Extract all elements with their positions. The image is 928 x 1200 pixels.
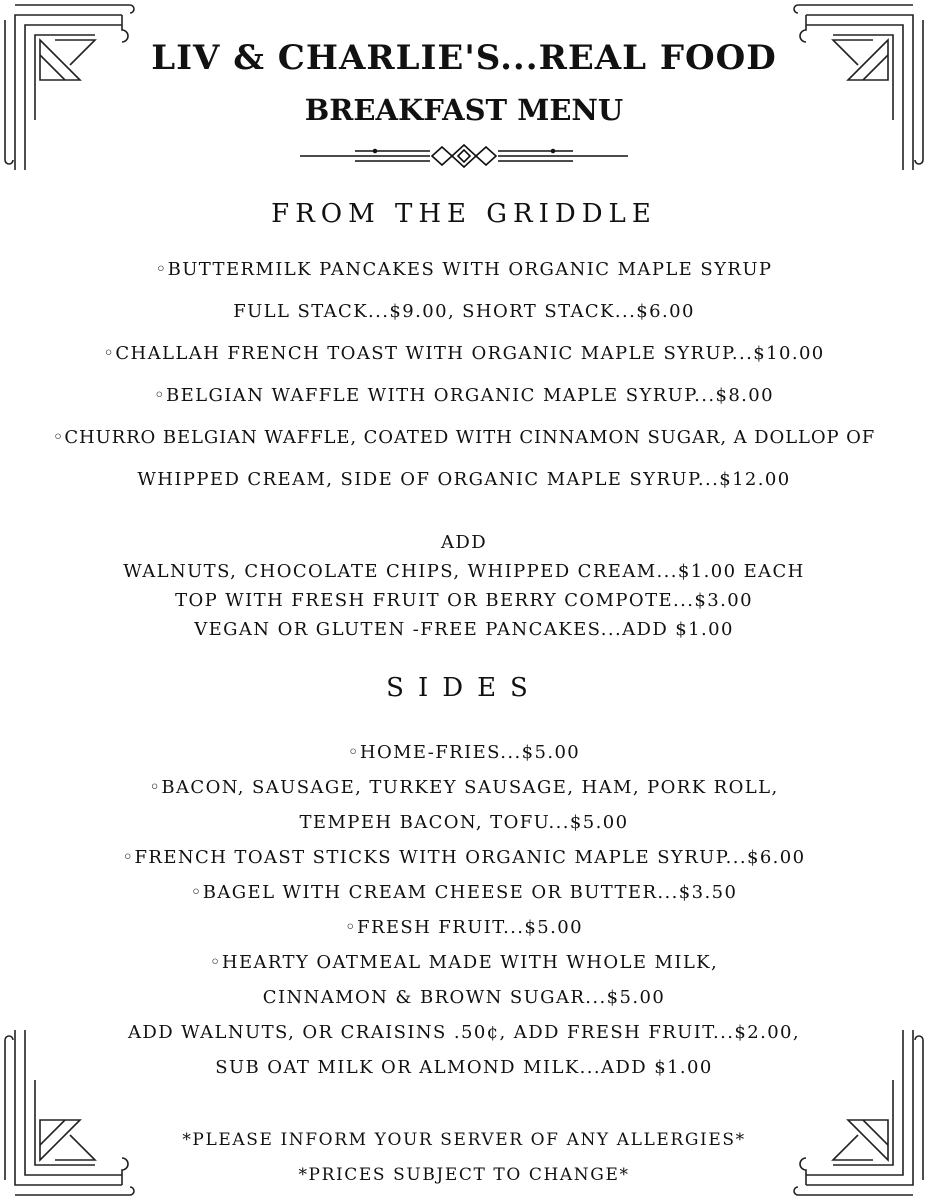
menu-item-line: ◦BUTTERMILK PANCAKES WITH ORGANIC MAPLE SYRUP: [155, 259, 773, 280]
side-item-line: TEMPEH BACON, TOFU...$5.00: [299, 812, 629, 833]
menu-item-line: FULL STACK...$9.00, SHORT STACK...$6.00: [233, 301, 695, 322]
side-item-line: ◦BACON, SAUSAGE, TURKEY SAUSAGE, HAM, PORK ROLL,: [149, 777, 779, 798]
corner-ornament-top-left: [0, 0, 135, 172]
header-divider-ornament: [300, 143, 628, 169]
add-on-line: TOP WITH FRESH FRUIT OR BERRY COMPOTE...$3.00: [175, 590, 753, 611]
allergy-note: *PLEASE INFORM YOUR SERVER OF ANY ALLERGIES*: [182, 1130, 746, 1150]
add-on-line: VEGAN OR GLUTEN -FREE PANCAKES...ADD $1.00: [194, 619, 734, 640]
price-note: *PRICES SUBJECT TO CHANGE*: [298, 1165, 630, 1185]
side-item-line: ◦HEARTY OATMEAL MADE WITH WHOLE MILK,: [209, 952, 719, 973]
menu-item-line: ◦BELGIAN WAFFLE WITH ORGANIC MAPLE SYRUP...$8.00: [153, 385, 775, 406]
menu-item-line: WHIPPED CREAM, SIDE OF ORGANIC MAPLE SYRUP...$12.00: [137, 469, 791, 490]
add-on-line: WALNUTS, CHOCOLATE CHIPS, WHIPPED CREAM...$1.00 EACH: [123, 561, 805, 582]
section-heading-sides: SIDES: [386, 673, 542, 703]
side-item-line: ◦FRENCH TOAST STICKS WITH ORGANIC MAPLE SYRUP...$6.00: [122, 847, 806, 868]
menu-subtitle: BREAKFAST MENU: [304, 93, 624, 127]
side-item-line: CINNAMON & BROWN SUGAR...$5.00: [262, 987, 666, 1008]
side-item-line: ADD WALNUTS, OR CRAISINS .50¢, ADD FRESH FRUIT...$2.00,: [127, 1022, 801, 1043]
side-item-line: ◦HOME-FRIES...$5.00: [347, 742, 581, 763]
side-item-line: ◦FRESH FRUIT...$5.00: [345, 917, 583, 938]
side-item-line: SUB OAT MILK OR ALMOND MILK...ADD $1.00: [215, 1057, 713, 1078]
side-item-line: ◦BAGEL WITH CREAM CHEESE OR BUTTER...$3.50: [190, 882, 738, 903]
section-heading-griddle: FROM THE GRIDDLE: [271, 199, 657, 229]
add-heading: ADD: [440, 532, 488, 553]
corner-ornament-top-right: [793, 0, 928, 172]
menu-item-line: ◦CHURRO BELGIAN WAFFLE, COATED WITH CINNAMON SUGAR, A DOLLOP OF: [52, 427, 876, 448]
menu-item-line: ◦CHALLAH FRENCH TOAST WITH ORGANIC MAPLE SYRUP...$10.00: [103, 343, 825, 364]
menu-title: LIV & CHARLIE'S...REAL FOOD: [151, 38, 777, 78]
